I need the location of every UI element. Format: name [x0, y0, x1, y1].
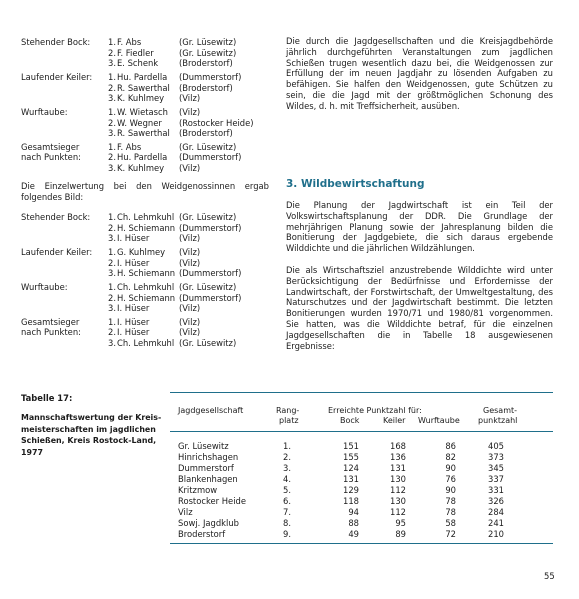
cell-rank: 3. [283, 463, 291, 473]
rank: 1. [108, 247, 116, 257]
header-punktzahl-group: Erreichte Punktzahl für: [328, 406, 422, 415]
cell-rank: 6. [283, 496, 291, 506]
cell-bock: 151 [343, 441, 359, 451]
rank: 2. [108, 117, 116, 128]
shooter-name: Ch. Lehmkuhl [117, 212, 175, 222]
cell-wurftaube: 58 [445, 518, 456, 528]
club: (Gr. Lüsewitz) [179, 37, 237, 47]
club: (Vilz) [179, 162, 201, 173]
shooter-name: F. Abs [117, 141, 142, 152]
caption-line: Schießen, Kreis Rostock-Land, [21, 436, 157, 446]
women-results [21, 212, 281, 352]
caption-line: 1977 [21, 447, 43, 457]
shooter-name: G. Kuhlmey [117, 247, 166, 257]
cell-rank: 2. [283, 452, 291, 462]
shooter-name: I. Hüser [117, 316, 150, 327]
shooter-name: Ch. Lehmkuhl [117, 282, 175, 292]
rank: 3. [108, 268, 116, 278]
caption-line: Mannschaftswertung der Kreis- [21, 413, 162, 422]
club: (Vilz) [179, 93, 201, 103]
cell-total: 326 [488, 496, 504, 506]
cell-wurftaube: 78 [445, 496, 456, 506]
rank: 3. [108, 303, 116, 313]
cell-keiler: 168 [390, 441, 406, 451]
table-row [0, 485, 579, 496]
discipline-label-cont: nach Punkten: [21, 327, 81, 337]
cell-keiler: 131 [390, 463, 406, 473]
table-label: Tabelle 17: [21, 393, 73, 403]
cell-bock: 155 [343, 452, 359, 462]
women-intro: Die Einzelwertung bei den Weidgenossinnen ergab folgendes Bild: [21, 181, 269, 202]
discipline-label-cont: nach Punkten: [21, 152, 81, 162]
club: (Dummerstorf) [179, 222, 242, 233]
table-row [0, 496, 579, 507]
shooter-name: H. Schiemann [117, 222, 176, 233]
club: (Vilz) [179, 247, 201, 257]
cell-rank: 5. [283, 485, 291, 495]
discipline-label: Gesamtsieger [21, 316, 80, 327]
shooter-name: Hu. Pardella [117, 72, 168, 82]
shooter-name: E. Schenk [117, 58, 159, 68]
rank: 3. [108, 162, 116, 173]
club: (Gr. Lüsewitz) [179, 282, 237, 292]
shooter-name: Hu. Pardella [117, 152, 168, 162]
rank: 2. [108, 292, 116, 303]
cell-keiler: 95 [395, 518, 406, 528]
rank: 1. [108, 72, 116, 82]
cell-wurftaube: 86 [445, 441, 456, 451]
table-row [0, 452, 579, 463]
rank: 2. [108, 47, 116, 58]
club: (Vilz) [179, 327, 201, 337]
club: (Gr. Lüsewitz) [179, 337, 237, 348]
cell-total: 337 [488, 474, 504, 484]
rank: 3. [108, 93, 116, 103]
rank: 1. [108, 316, 116, 327]
club: (Gr. Lüsewitz) [179, 47, 237, 58]
cell-total: 405 [488, 441, 504, 451]
cell-keiler: 112 [390, 507, 406, 517]
rank: 1. [108, 37, 116, 47]
cell-bock: 94 [348, 507, 359, 517]
club: (Rostocker Heide) [179, 117, 254, 128]
shooter-name: I. Hüser [117, 233, 150, 243]
discipline-label: Wurftaube: [21, 282, 68, 292]
table-row [0, 518, 579, 529]
shooter-name: W. Wietasch [117, 107, 168, 117]
header-keiler: Keiler [383, 416, 406, 425]
discipline-label: Wurftaube: [21, 107, 68, 117]
header-gesamt-1: Gesamt- [483, 406, 518, 415]
cell-rank: 7. [283, 507, 291, 517]
cell-name: Kritzmow [178, 485, 218, 495]
cell-keiler: 136 [390, 452, 406, 462]
cell-rank: 8. [283, 518, 291, 528]
shooter-name: K. Kuhlmey [117, 93, 165, 103]
table-row [0, 529, 579, 540]
cell-total: 373 [488, 452, 504, 462]
discipline-label: Stehender Bock: [21, 37, 91, 47]
cell-rank: 9. [283, 529, 291, 539]
cell-total: 331 [488, 485, 504, 495]
cell-keiler: 89 [395, 529, 406, 539]
planning-paragraph: Die Planung der Jagdwirtschaft ist ein Teil der Volkswirtschaftsplanung der DDR. Die Grundlage der mehrjährigen Planung sowie der Jahresplanung bilden die Bonitierung der Jagdgebiete, die sich daraus ergebende Wilddichte und die jährlichen Wildzählungen. [286, 200, 553, 254]
rank: 1. [108, 141, 116, 152]
page-number: 55 [544, 571, 555, 581]
cell-bock: 124 [343, 463, 359, 473]
club: (Dummerstorf) [179, 72, 242, 82]
rank: 2. [108, 327, 116, 337]
rank: 2. [108, 152, 116, 162]
club: (Broderstorf) [179, 82, 233, 93]
shooter-name: R. Sawerthal [117, 82, 170, 93]
cell-total: 241 [488, 518, 504, 528]
header-gesamt-2: punktzahl [478, 416, 518, 425]
cell-bock: 88 [348, 518, 359, 528]
wilddichte-paragraph: Die als Wirtschaftsziel anzustrebende Wilddichte wird unter Berücksichtigung der Bedürfnisse und Erfordernisse der Landwirtschaft, der Forstwirtschaft, der Umweltgestaltung, des Naturschutzes und der Jagdwirtschaft bestimmt. Die letzten Bonitierungen wurden 1970/71 und 1980/81 vorgenommen. Sie hatten, was die Wilddichte betraf, für die einzelnen Jagdgesellschaften die in Tabelle 18 ausgewiesenen Ergebnisse: [286, 265, 553, 351]
shooter-name: H. Schiemann [117, 292, 176, 303]
cell-bock: 131 [343, 474, 359, 484]
rank: 1. [108, 107, 116, 117]
cell-wurftaube: 76 [445, 474, 456, 484]
cell-name: Blankenhagen [178, 474, 238, 484]
cell-keiler: 130 [390, 496, 406, 506]
cell-bock: 118 [343, 496, 359, 506]
rank: 3. [108, 58, 116, 68]
cell-wurftaube: 90 [445, 463, 456, 473]
cell-rank: 1. [283, 441, 291, 451]
shooter-name: F. Abs [117, 37, 142, 47]
table-row [0, 441, 579, 452]
cell-total: 284 [488, 507, 504, 517]
header-rangplatz-1: Rang- [276, 406, 300, 415]
table-bottom-rule [170, 543, 553, 544]
header-jagdgesellschaft: Jagdgesellschaft [178, 406, 244, 415]
discipline-label: Stehender Bock: [21, 212, 91, 222]
club: (Vilz) [179, 233, 201, 243]
rank: 2. [108, 82, 116, 93]
club: (Gr. Lüsewitz) [179, 141, 237, 152]
rank: 3. [108, 337, 116, 348]
club: (Dummerstorf) [179, 292, 242, 303]
cell-wurftaube: 82 [445, 452, 456, 462]
club: (Vilz) [179, 303, 201, 313]
table-body [0, 441, 579, 541]
section-heading: 3. Wildbewirtschaftung [286, 178, 425, 190]
shooter-name: K. Kuhlmey [117, 162, 165, 173]
cell-bock: 129 [343, 485, 359, 495]
table-top-rule [170, 392, 553, 393]
header-rangplatz-2: platz [279, 416, 299, 425]
cell-name: Dummerstorf [178, 463, 234, 473]
shooter-name: F. Fiedler [117, 47, 154, 58]
rank: 1. [108, 212, 116, 222]
cell-keiler: 112 [390, 485, 406, 495]
shooter-name: I. Hüser [117, 257, 150, 268]
discipline-label: Laufender Keiler: [21, 247, 93, 257]
caption-line: meisterschaften im jagdlichen [21, 424, 156, 434]
cell-keiler: 130 [390, 474, 406, 484]
table-row [0, 474, 579, 485]
discipline-label: Laufender Keiler: [21, 72, 93, 82]
men-results [21, 37, 281, 177]
cell-name: Gr. Lüsewitz [178, 441, 229, 451]
rank: 3. [108, 128, 116, 138]
cell-total: 345 [488, 463, 504, 473]
club: (Vilz) [179, 107, 201, 117]
shooter-name: I. Hüser [117, 327, 150, 337]
shooter-name: W. Wegner [117, 117, 162, 128]
cell-name: Rostocker Heide [178, 496, 246, 506]
cell-name: Broderstorf [178, 529, 226, 539]
shooter-name: R. Sawerthal [117, 128, 170, 138]
header-bock: Bock [340, 416, 360, 425]
cell-wurftaube: 72 [445, 529, 456, 539]
club: (Vilz) [179, 316, 201, 327]
rank: 2. [108, 222, 116, 233]
rank: 3. [108, 233, 116, 243]
shooter-name: H. Schiemann [117, 268, 176, 278]
table-header-rule [170, 431, 553, 432]
rank: 2. [108, 257, 116, 268]
club: (Dummerstorf) [179, 152, 242, 162]
cell-total: 210 [488, 529, 504, 539]
header-wurftaube: Wurftaube [418, 416, 460, 425]
cell-name: Vilz [178, 507, 193, 517]
table-row [0, 507, 579, 518]
club: (Broderstorf) [179, 58, 233, 68]
intro-paragraph: Die durch die Jagdgesellschaften und die Kreisjagdbehörde jährlich durchgeführten Veranstaltungen zum jagdlichen Schießen trugen wesentlich dazu bei, die Weidgenossen zur Erfüllung der im neuen Jagdjahr zu lösenden Aufgaben zu befähigen. Sie halfen den Weidgenossen, gute Schützen zu sein, die die Jagd mit der größtmöglichen Schonung des Wildes, d. h. mit Treffsicherheit, ausüben. [286, 36, 553, 111]
cell-rank: 4. [283, 474, 291, 484]
cell-wurftaube: 90 [445, 485, 456, 495]
table-row [0, 463, 579, 474]
club: (Gr. Lüsewitz) [179, 212, 237, 222]
club: (Vilz) [179, 257, 201, 268]
shooter-name: I. Hüser [117, 303, 150, 313]
cell-name: Sowj. Jagdklub [178, 518, 239, 528]
cell-wurftaube: 78 [445, 507, 456, 517]
cell-name: Hinrichshagen [178, 452, 239, 462]
club: (Dummerstorf) [179, 268, 242, 278]
shooter-name: Ch. Lehmkuhl [117, 337, 175, 348]
club: (Broderstorf) [179, 128, 233, 138]
cell-bock: 49 [348, 529, 359, 539]
discipline-label: Gesamtsieger [21, 141, 80, 152]
rank: 1. [108, 282, 116, 292]
